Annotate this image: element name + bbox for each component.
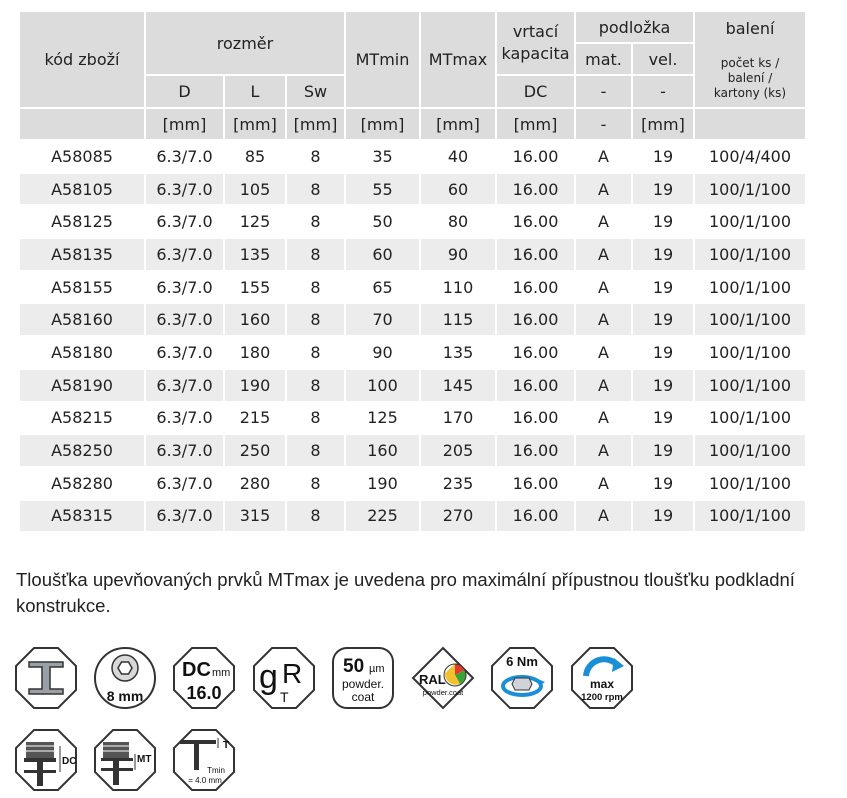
cell-mtmin: 35 <box>346 141 419 172</box>
header-sw: Sw <box>287 76 344 107</box>
header-vel: vel. <box>633 44 693 74</box>
cell-d: 6.3/7.0 <box>146 239 223 270</box>
cell-code: A58190 <box>20 370 144 401</box>
cell-mtmax: 40 <box>421 141 495 172</box>
cell-code: A58155 <box>20 272 144 303</box>
header-washer: podložka <box>576 12 693 42</box>
tmin-diagram-icon <box>172 728 236 792</box>
ibeam-icon <box>14 646 78 710</box>
svg-text:50: 50 <box>343 656 365 677</box>
cell-l: 125 <box>225 206 285 237</box>
cell-l: 160 <box>225 304 285 335</box>
svg-text:R: R <box>282 658 303 689</box>
svg-text:8 mm: 8 mm <box>106 688 144 704</box>
cell-d: 6.3/7.0 <box>146 272 223 303</box>
cell-mtmin: 65 <box>346 272 419 303</box>
table-row <box>20 468 805 499</box>
svg-text:T: T <box>223 740 230 751</box>
grt-icon <box>252 646 316 710</box>
table-body <box>20 141 805 531</box>
cell-mtmax: 90 <box>421 239 495 270</box>
unit-sw: [mm] <box>287 109 344 139</box>
hex-socket-icon <box>93 646 157 710</box>
header-packing-sub: počet ks / balení / kartony (ks) <box>713 55 787 100</box>
cell-l: 190 <box>225 370 285 401</box>
svg-text:DC: DC <box>182 659 211 681</box>
cell-l: 105 <box>225 174 285 205</box>
header-mat: mat. <box>576 44 631 74</box>
cell-mtmax: 115 <box>421 304 495 335</box>
table-row <box>20 337 805 368</box>
cell-code: A58280 <box>20 468 144 499</box>
cell-dc: 16.00 <box>497 370 574 401</box>
header-mat-dash: - <box>576 76 631 107</box>
svg-text:DC: DC <box>62 756 77 767</box>
cell-mtmax: 145 <box>421 370 495 401</box>
cell-sw: 8 <box>287 174 344 205</box>
cell-d: 6.3/7.0 <box>146 141 223 172</box>
torque-icon <box>490 646 554 710</box>
cell-mtmax: 170 <box>421 403 495 434</box>
svg-text:16.0: 16.0 <box>186 683 222 703</box>
cell-packing: 100/1/100 <box>695 304 805 335</box>
cell-l: 85 <box>225 141 285 172</box>
cell-dc: 16.00 <box>497 403 574 434</box>
cell-vel: 19 <box>633 435 693 466</box>
cell-mat: A <box>576 337 631 368</box>
cell-code: A58250 <box>20 435 144 466</box>
svg-text:RAL: RAL <box>419 672 446 687</box>
cell-packing: 100/1/100 <box>695 206 805 237</box>
cell-d: 6.3/7.0 <box>146 304 223 335</box>
cell-vel: 19 <box>633 403 693 434</box>
cell-sw: 8 <box>287 304 344 335</box>
cell-vel: 19 <box>633 468 693 499</box>
table-row <box>20 272 805 303</box>
cell-mat: A <box>576 403 631 434</box>
cell-dc: 16.00 <box>497 501 574 532</box>
powder-coat-thickness-icon <box>331 646 395 710</box>
cell-l: 180 <box>225 337 285 368</box>
header-packing-title: balení <box>725 18 775 38</box>
cell-dc: 16.00 <box>497 304 574 335</box>
table-row <box>20 174 805 205</box>
cell-code: A58315 <box>20 501 144 532</box>
cell-sw: 8 <box>287 468 344 499</box>
cell-packing: 100/1/100 <box>695 501 805 532</box>
cell-sw: 8 <box>287 206 344 237</box>
cell-mtmax: 80 <box>421 206 495 237</box>
cell-packing: 100/1/100 <box>695 435 805 466</box>
cell-l: 215 <box>225 403 285 434</box>
cell-packing: 100/4/400 <box>695 141 805 172</box>
cell-sw: 8 <box>287 501 344 532</box>
cell-code: A58160 <box>20 304 144 335</box>
cell-mat: A <box>576 501 631 532</box>
cell-code: A58180 <box>20 337 144 368</box>
svg-text:6 Nm: 6 Nm <box>506 654 538 669</box>
cell-d: 6.3/7.0 <box>146 501 223 532</box>
cell-mtmax: 270 <box>421 501 495 532</box>
cell-code: A58135 <box>20 239 144 270</box>
cell-code: A58085 <box>20 141 144 172</box>
table-row <box>20 304 805 335</box>
cell-mtmin: 160 <box>346 435 419 466</box>
cell-packing: 100/1/100 <box>695 468 805 499</box>
table-row <box>20 370 805 401</box>
cell-dc: 16.00 <box>497 206 574 237</box>
svg-text:Tmin: Tmin <box>207 766 225 775</box>
svg-text:g: g <box>259 658 278 696</box>
cell-mat: A <box>576 239 631 270</box>
cell-packing: 100/1/100 <box>695 174 805 205</box>
header-l: L <box>225 76 285 107</box>
cell-d: 6.3/7.0 <box>146 403 223 434</box>
cell-sw: 8 <box>287 370 344 401</box>
table-row <box>20 141 805 172</box>
drill-capacity-icon <box>172 646 236 710</box>
svg-text:powder.: powder. <box>341 677 385 691</box>
cell-mtmin: 225 <box>346 501 419 532</box>
header-code: kód zboží <box>20 12 144 107</box>
table-row <box>20 435 805 466</box>
unit-l: [mm] <box>225 109 285 139</box>
header-d: D <box>146 76 223 107</box>
cell-code: A58215 <box>20 403 144 434</box>
cell-l: 155 <box>225 272 285 303</box>
cell-mtmax: 205 <box>421 435 495 466</box>
cell-mat: A <box>576 435 631 466</box>
cell-mtmin: 100 <box>346 370 419 401</box>
svg-text:powder.coat: powder.coat <box>422 688 464 697</box>
cell-mtmin: 125 <box>346 403 419 434</box>
cell-mtmin: 50 <box>346 206 419 237</box>
svg-text:T: T <box>280 689 289 705</box>
cell-sw: 8 <box>287 272 344 303</box>
cell-mat: A <box>576 272 631 303</box>
cell-dc: 16.00 <box>497 174 574 205</box>
header-mtmax: MTmax <box>421 12 495 107</box>
cell-packing: 100/1/100 <box>695 403 805 434</box>
cell-mtmin: 55 <box>346 174 419 205</box>
unit-packing-blank <box>695 109 805 139</box>
svg-text:= 4.0 mm: = 4.0 mm <box>188 776 222 785</box>
cell-dc: 16.00 <box>497 337 574 368</box>
cell-vel: 19 <box>633 370 693 401</box>
unit-d: [mm] <box>146 109 223 139</box>
cell-mat: A <box>576 206 631 237</box>
cell-vel: 19 <box>633 337 693 368</box>
note-text: Tloušťka upevňovaných prvků MTmax je uvedena pro maximální přípustnou tloušťku podkladní konstrukce. <box>16 569 795 616</box>
header-size: rozměr <box>146 12 344 74</box>
cell-mat: A <box>576 141 631 172</box>
table-row <box>20 206 805 237</box>
ral-powder-coat-icon <box>411 646 475 710</box>
unit-mtmax: [mm] <box>421 109 495 139</box>
cell-packing: 100/1/100 <box>695 239 805 270</box>
svg-text:coat: coat <box>351 690 375 704</box>
dc-diagram-icon <box>14 728 78 792</box>
cell-vel: 19 <box>633 239 693 270</box>
cell-d: 6.3/7.0 <box>146 206 223 237</box>
cell-d: 6.3/7.0 <box>146 468 223 499</box>
cell-vel: 19 <box>633 272 693 303</box>
cell-vel: 19 <box>633 304 693 335</box>
cell-mtmin: 190 <box>346 468 419 499</box>
header-vel-dash: - <box>633 76 693 107</box>
unit-dc: [mm] <box>497 109 574 139</box>
cell-d: 6.3/7.0 <box>146 337 223 368</box>
cell-sw: 8 <box>287 435 344 466</box>
cell-code: A58125 <box>20 206 144 237</box>
cell-dc: 16.00 <box>497 468 574 499</box>
table-row <box>20 501 805 532</box>
cell-l: 280 <box>225 468 285 499</box>
cell-mat: A <box>576 468 631 499</box>
svg-text:max: max <box>589 677 615 691</box>
cell-mtmin: 60 <box>346 239 419 270</box>
svg-text:µm: µm <box>369 663 385 675</box>
cell-mat: A <box>576 174 631 205</box>
product-spec-table <box>18 10 807 533</box>
mt-diagram-icon <box>93 728 157 792</box>
cell-vel: 19 <box>633 174 693 205</box>
cell-sw: 8 <box>287 403 344 434</box>
unit-vel: [mm] <box>633 109 693 139</box>
svg-text:MT: MT <box>137 754 152 765</box>
svg-text:mm: mm <box>212 667 231 679</box>
cell-mtmin: 90 <box>346 337 419 368</box>
header-dc: DC <box>497 76 574 107</box>
cell-packing: 100/1/100 <box>695 272 805 303</box>
cell-d: 6.3/7.0 <box>146 435 223 466</box>
cell-dc: 16.00 <box>497 272 574 303</box>
cell-dc: 16.00 <box>497 435 574 466</box>
table-row <box>20 403 805 434</box>
cell-mtmax: 60 <box>421 174 495 205</box>
cell-mtmin: 70 <box>346 304 419 335</box>
cell-sw: 8 <box>287 239 344 270</box>
cell-packing: 100/1/100 <box>695 370 805 401</box>
header-units-blank <box>20 109 144 139</box>
max-speed-icon <box>570 646 634 710</box>
cell-mat: A <box>576 370 631 401</box>
cell-l: 250 <box>225 435 285 466</box>
cell-vel: 19 <box>633 501 693 532</box>
cell-mtmax: 135 <box>421 337 495 368</box>
cell-sw: 8 <box>287 337 344 368</box>
cell-d: 6.3/7.0 <box>146 174 223 205</box>
cell-code: A58105 <box>20 174 144 205</box>
cell-l: 315 <box>225 501 285 532</box>
svg-text:1200 rpm: 1200 rpm <box>581 692 623 703</box>
cell-mtmax: 110 <box>421 272 495 303</box>
header-packing <box>695 12 805 107</box>
header-mtmin: MTmin <box>346 12 419 107</box>
cell-sw: 8 <box>287 141 344 172</box>
cell-l: 135 <box>225 239 285 270</box>
cell-vel: 19 <box>633 206 693 237</box>
cell-packing: 100/1/100 <box>695 337 805 368</box>
cell-dc: 16.00 <box>497 239 574 270</box>
cell-vel: 19 <box>633 141 693 172</box>
unit-mtmin: [mm] <box>346 109 419 139</box>
table-row <box>20 239 805 270</box>
cell-dc: 16.00 <box>497 141 574 172</box>
header-drill-capacity: vrtací kapacita <box>497 12 574 74</box>
cell-mat: A <box>576 304 631 335</box>
cell-mtmax: 235 <box>421 468 495 499</box>
cell-d: 6.3/7.0 <box>146 370 223 401</box>
unit-mat: - <box>576 109 631 139</box>
